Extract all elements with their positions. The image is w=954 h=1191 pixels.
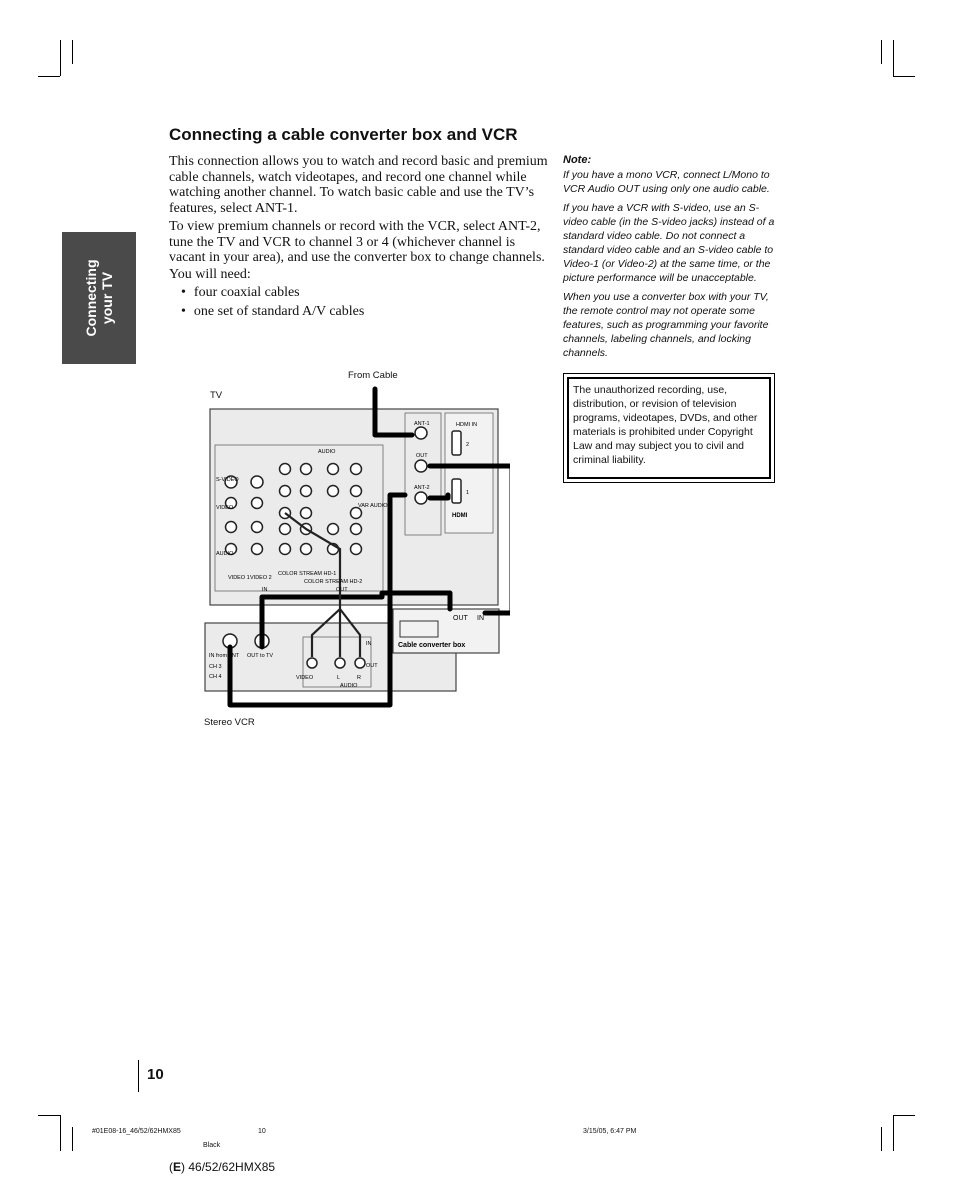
tv-out-label: OUT: [416, 453, 428, 459]
tv-audio-label: AUDIO: [216, 551, 234, 557]
footer-page: 10: [258, 1128, 266, 1135]
tv-video2-label: VIDEO 2: [250, 575, 272, 581]
copyright-warning-box: [563, 373, 775, 483]
crop-mark: [893, 1115, 894, 1151]
crop-mark: [881, 40, 882, 64]
converter-out-label: OUT: [453, 615, 468, 622]
stereo-vcr-label: Stereo VCR: [204, 717, 255, 728]
side-tab-line-1: Connecting: [83, 259, 99, 337]
note-item: When you use a converter box with your TV, the remote control may not operate some features, such as programming your favorite channels, labeling channels, and locking channels.: [563, 291, 769, 359]
copyright-warning-text: The unauthorized recording, use, distribution, or revision of television programs, videotapes, DVDs, and other materials is prohibited under Copyright Law and may subject you to civil and criminal liability.: [573, 384, 758, 466]
hdmi-logo: HDMI: [452, 513, 468, 519]
crop-mark: [60, 40, 61, 76]
vcr-audio-label: AUDIO: [340, 683, 358, 689]
vcr-in-from-ant-label: IN from ANT: [209, 653, 240, 659]
note-item: If you have a mono VCR, connect L/Mono to VCR Audio OUT using only one audio cable.: [563, 169, 770, 195]
vcr-ch3-label: CH 3: [209, 664, 222, 670]
list-item: • one set of standard A/V cables: [181, 304, 364, 323]
vcr-ch4-label: CH 4: [209, 674, 222, 680]
section-side-tab: [62, 232, 136, 364]
side-tab-line-2: your TV: [99, 271, 115, 325]
model-suffix: ) 46/52/62HMX85: [181, 1160, 276, 1174]
tv-color-stream-1-label: COLOR STREAM HD-1: [278, 571, 337, 577]
connection-diagram: [200, 365, 510, 715]
tv-audio-top-label: AUDIO: [318, 449, 336, 455]
premium-paragraph: To view premium channels or record with the VCR, select ANT-2, tune the TV and VCR to channel 3 or 4 (whichever channel is vacant in your area), and use the converter box to change channels.: [169, 219, 545, 265]
page-title: Connecting a cable converter box and VCR: [169, 125, 518, 144]
requirements-list: [181, 285, 364, 323]
list-item: • four coaxial cables: [181, 285, 364, 304]
you-will-need: You will need:: [169, 267, 251, 282]
note-heading: Note:: [563, 154, 592, 166]
tv-video-label: VIDEO: [216, 505, 234, 511]
tv-ant1-label: ANT-1: [414, 421, 430, 427]
footer-color: Black: [203, 1142, 221, 1149]
from-cable-label: From Cable: [348, 370, 398, 381]
hdmi-port-1: [452, 479, 461, 503]
vcr-video-label: VIDEO: [296, 675, 314, 681]
model-number: [169, 1160, 275, 1174]
converter-label: Cable converter box: [398, 642, 466, 649]
vcr-out-label: OUT: [366, 663, 378, 669]
crop-mark: [72, 40, 73, 64]
tv-out-bottom-label: OUT: [336, 587, 348, 593]
intro-paragraph: This connection allows you to watch and record basic and premium cable channels, watch videotapes, and record one channel while watching another channel. To watch basic cable and use the TV’s features, select ANT-1.: [169, 154, 548, 216]
tv-hdmi-2-label: 2: [466, 442, 470, 448]
page-number: 10: [147, 1066, 164, 1083]
crop-mark: [38, 1115, 60, 1116]
tv-in-label: IN: [262, 587, 268, 593]
tv-hdmi-1-label: 1: [466, 490, 470, 496]
model-letter: E: [173, 1160, 182, 1174]
tv-hdmi-in-label: HDMI IN: [456, 422, 478, 428]
hdmi-port-2: [452, 431, 461, 455]
tv-color-stream-2-label: COLOR STREAM HD-2: [304, 579, 363, 585]
tv-label: TV: [210, 390, 223, 401]
crop-mark: [893, 76, 915, 77]
tv-ant2-label: ANT-2: [414, 485, 430, 491]
crop-mark: [60, 1115, 61, 1151]
footer-date: 3/15/05, 6:47 PM: [583, 1128, 637, 1135]
note-item: If you have a VCR with S-video, use an S-video cable (in the S-video jacks) instead of a standard video cable. Do not connect a standard video cable and an S-video cable to Video-1 (or Video-2) at the same time, or the picture performance will be unacceptable.: [563, 202, 775, 284]
footer-file: #01E08-16_46/52/62HMX85: [92, 1128, 181, 1135]
tv-var-audio-label: VAR AUDIO: [358, 503, 388, 509]
model-prefix: (: [169, 1160, 173, 1174]
converter-in-label: IN: [477, 615, 484, 622]
vcr-in-label: IN: [366, 641, 372, 647]
crop-mark: [893, 1115, 915, 1116]
vcr-out-to-tv-label: OUT to TV: [247, 653, 274, 659]
side-tab-label: [83, 260, 115, 337]
vcr-l-label: L: [337, 675, 341, 681]
vcr-r-label: R: [357, 675, 361, 681]
page-number-rule: [138, 1060, 139, 1092]
tv-video1-label: VIDEO 1: [228, 575, 250, 581]
crop-mark: [38, 76, 60, 77]
crop-mark: [881, 1127, 882, 1151]
crop-mark: [72, 1127, 73, 1151]
crop-mark: [893, 40, 894, 76]
tv-svideo-label: S-VIDEO: [216, 477, 239, 483]
